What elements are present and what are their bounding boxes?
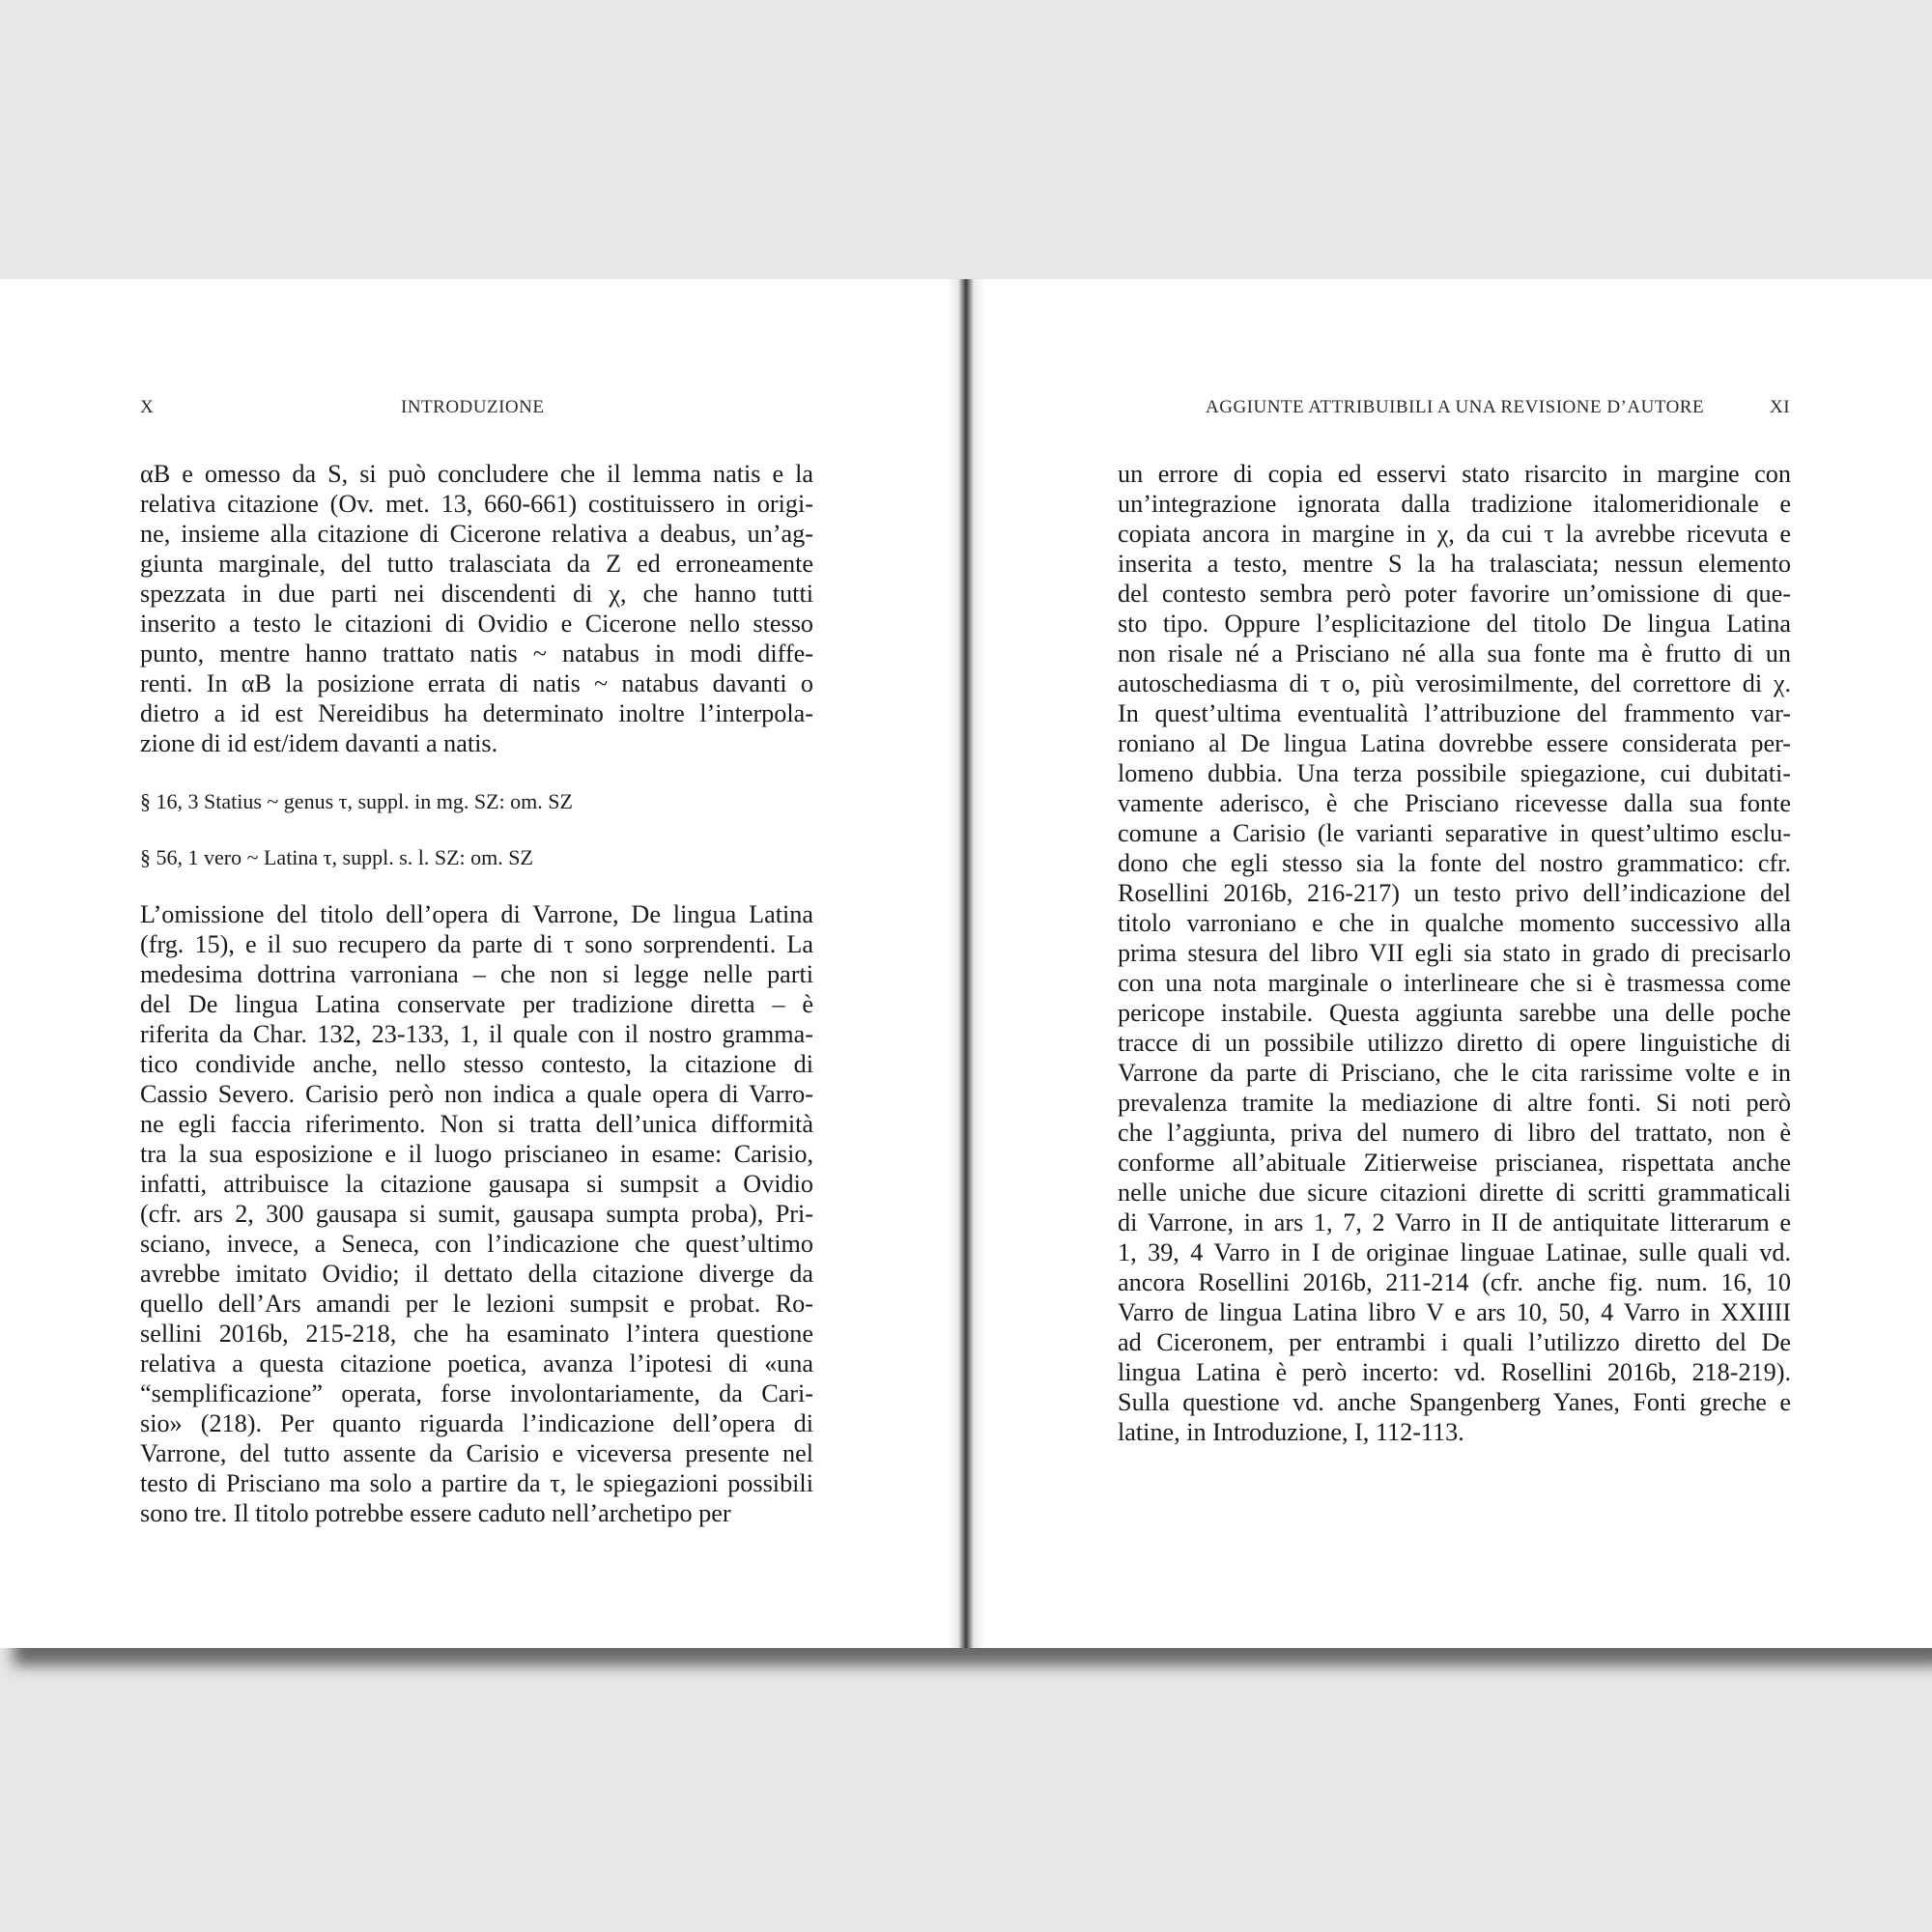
text-line: Varrone da parte di Prisciano, che le cita rarissime volte e in	[1118, 1059, 1791, 1087]
folio-right: XI	[1770, 397, 1791, 417]
text-line: pericope instabile. Questa aggiunta sarebbe una delle poche	[1118, 999, 1791, 1027]
folio-left: X	[140, 397, 155, 417]
text-line: Varro de lingua Latina libro V e ars 10, 50, 4 Varro in XXIIII	[1118, 1298, 1791, 1326]
text-line: 1, 39, 4 Varro in I de originae linguae Latinae, sulle quali vd.	[1118, 1238, 1791, 1266]
text-line: In quest’ultima eventualità l’attribuzione del frammento var-	[1118, 699, 1791, 727]
text-line: dietro a id est Nereidibus ha determinato inoltre l’interpola-	[140, 699, 813, 727]
text-line: punto, mentre hanno trattato natis ~ natabus in modi diffe-	[140, 639, 813, 668]
text-line: ancora Rosellini 2016b, 211-214 (cfr. anche fig. num. 16, 10	[1118, 1268, 1791, 1296]
text-line: avrebbe imitato Ovidio; il dettato della citazione diverge da	[140, 1260, 813, 1288]
text-line: ne, insieme alla citazione di Cicerone relativa a deabus, un’ag-	[140, 520, 813, 548]
text-line: sio» (218). Per quanto riguarda l’indicazione dell’opera di	[140, 1409, 813, 1437]
left-paragraph-1	[140, 459, 813, 758]
text-line: testo di Prisciano ma solo a partire da τ, le spiegazioni possibili	[140, 1469, 813, 1497]
right-page	[985, 279, 1932, 1648]
text-line: prima stesura del libro VII egli sia stato in grado di precisarlo	[1118, 939, 1791, 967]
text-line: (frg. 15), e il suo recupero da parte di τ sono sorprendenti. La	[140, 930, 813, 958]
text-line: del contesto sembra però poter favorire un’omissione di que-	[1118, 580, 1791, 608]
lemma-entry-2: § 56, 1 vero ~ Latina τ, suppl. s. l. SZ: om. SZ	[140, 845, 533, 869]
text-line: lomeno dubbia. Una terza possibile spiegazione, cui dubitati-	[1118, 759, 1791, 787]
text-line: dono che egli stesso sia la fonte del nostro grammatico: cfr.	[1118, 849, 1791, 877]
text-line: riferita da Char. 132, 23-133, 1, il quale con il nostro gramma-	[140, 1020, 813, 1048]
text-line: giunta marginale, del tutto tralasciata da Z ed erroneamente	[140, 550, 813, 578]
text-line: inserita a testo, mentre S la ha tralasciata; nessun elemento	[1118, 550, 1791, 578]
lemma-entry-1: § 16, 3 Statius ~ genus τ, suppl. in mg. SZ: om. SZ	[140, 789, 573, 813]
text-line: spezzata in due parti nei discendenti di χ, che hanno tutti	[140, 580, 813, 608]
text-line: Varrone, del tutto assente da Carisio e viceversa presente nel	[140, 1439, 813, 1467]
right-paragraph	[1118, 459, 1791, 1447]
text-line: conforme all’abituale Zitierweise priscianea, rispettata anche	[1118, 1149, 1791, 1177]
text-line: infatti, attribuisce la citazione gausapa si sumpsit a Ovidio	[140, 1170, 813, 1198]
text-line: relativa citazione (Ov. met. 13, 660-661) costituissero in origi-	[140, 490, 813, 518]
text-line: con una nota marginale o interlineare che si è trasmessa come	[1118, 969, 1791, 997]
text-line: sto tipo. Oppure l’esplicitazione del titolo De lingua Latina	[1118, 610, 1791, 638]
text-line: tico condivide anche, nello stesso contesto, la citazione di	[140, 1050, 813, 1078]
text-line: “semplificazione” operata, forse involontariamente, da Cari-	[140, 1379, 813, 1407]
text-line: autoschediasma di τ o, più verosimilmente, del correttore di χ.	[1118, 669, 1791, 697]
text-line: copiata ancora in margine in χ, da cui τ la avrebbe ricevuta e	[1118, 520, 1791, 548]
text-line: lingua Latina è però incerto: vd. Rosellini 2016b, 218-219).	[1118, 1358, 1791, 1386]
text-line: Sulla questione vd. anche Spangenberg Yanes, Fonti greche e	[1118, 1388, 1791, 1416]
text-line: αB e omesso da S, si può concludere che il lemma natis e la	[140, 460, 813, 488]
text-line: vamente aderisco, è che Prisciano ricevesse dalla sua fonte	[1118, 789, 1791, 817]
text-line: relativa a questa citazione poetica, avanza l’ipotesi di «una	[140, 1350, 813, 1378]
open-book	[0, 279, 1932, 1648]
text-line: zione di id est/idem davanti a natis.	[140, 729, 498, 757]
book-gutter	[947, 279, 985, 1648]
text-line: tra la sua esposizione e il luogo priscianeo in esame: Carisio,	[140, 1140, 813, 1168]
running-head-right: AGGIUNTE ATTRIBUIBILI A UNA REVISIONE D’AUTORE	[1206, 397, 1705, 417]
text-line: di Varrone, in ars 1, 7, 2 Varro in II de antiquitate litterarum e	[1118, 1208, 1791, 1236]
text-line: sono tre. Il titolo potrebbe essere caduto nell’archetipo per	[140, 1499, 731, 1527]
text-line: un errore di copia ed esservi stato risarcito in margine con	[1118, 460, 1791, 488]
text-line: sciano, invece, a Seneca, con l’indicazione che quest’ultimo	[140, 1230, 813, 1258]
text-line: non risale né a Prisciano né alla sua fonte ma è frutto di un	[1118, 639, 1791, 668]
text-line: renti. In αB la posizione errata di natis ~ natabus davanti o	[140, 669, 813, 697]
text-line: latine, in Introduzione, I, 112-113.	[1118, 1418, 1464, 1446]
text-line: prevalenza tramite la mediazione di altre fonti. Si noti però	[1118, 1089, 1791, 1117]
text-line: ad Ciceronem, per entrambi i quali l’utilizzo diretto del De	[1118, 1328, 1791, 1356]
running-head-left: INTRODUZIONE	[401, 397, 545, 417]
text-line: Cassio Severo. Carisio però non indica a quale opera di Varro-	[140, 1080, 813, 1108]
text-line: tracce di un possibile utilizzo diretto di opere linguistiche di	[1118, 1029, 1791, 1057]
left-page	[0, 279, 947, 1648]
text-line: (cfr. ars 2, 300 gausapa si sumit, gausapa sumpta proba), Pri-	[140, 1200, 813, 1228]
text-line: che l’aggiunta, priva del numero di libro del trattato, non è	[1118, 1119, 1791, 1147]
text-line: sellini 2016b, 215-218, che ha esaminato l’intera questione	[140, 1320, 813, 1348]
text-line: ne egli faccia riferimento. Non si tratta dell’unica difformità	[140, 1110, 813, 1138]
text-line: titolo varroniano e che in qualche momento successivo alla	[1118, 909, 1791, 937]
text-line: L’omissione del titolo dell’opera di Varrone, De lingua Latina	[140, 900, 813, 928]
text-line: roniano al De lingua Latina dovrebbe essere considerata per-	[1118, 729, 1791, 757]
text-line: un’integrazione ignorata dalla tradizione italomeridionale e	[1118, 490, 1791, 518]
text-line: Rosellini 2016b, 216-217) un testo privo dell’indicazione del	[1118, 879, 1791, 907]
text-line: comune a Carisio (le varianti separative in quest’ultimo esclu-	[1118, 819, 1791, 847]
text-line: medesima dottrina varroniana – che non si legge nelle parti	[140, 960, 813, 988]
text-line: quello dell’Ars amandi per le lezioni sumpsit e probat. Ro-	[140, 1290, 813, 1318]
left-paragraph-2	[140, 899, 813, 1528]
text-line: inserito a testo le citazioni di Ovidio e Cicerone nello stesso	[140, 610, 813, 638]
text-line: nelle uniche due sicure citazioni dirette di scritti grammaticali	[1118, 1179, 1791, 1207]
text-line: del De lingua Latina conservate per tradizione diretta – è	[140, 990, 813, 1018]
